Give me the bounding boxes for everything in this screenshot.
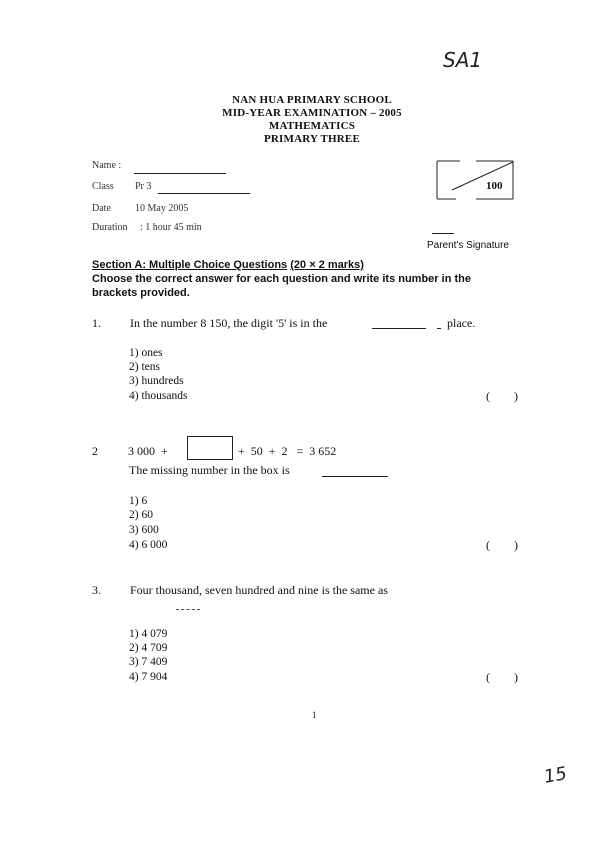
question-3-text: Four thousand, seven hundred and nine is the same as (130, 583, 388, 597)
question-2-equation-b: + 50 + 2 = 3 652 (238, 444, 337, 458)
q3-option-2: 2) 4 709 (129, 642, 168, 654)
question-1-blank (372, 328, 426, 329)
section-instruction-1: Choose the correct answer for each question and write its number in the (92, 273, 471, 285)
question-3-blank (176, 609, 200, 610)
question-1-text: In the number 8 150, the digit '5' is in the (130, 316, 328, 330)
q2-option-4: 4) 6 000 (129, 539, 168, 551)
section-title-text: Section A: Multiple Choice Questions (92, 259, 288, 271)
question-3-number: 3. (92, 583, 101, 597)
duration-value: : 1 hour 45 min (140, 222, 202, 233)
question-2-blank (322, 476, 388, 477)
date-value: 10 May 2005 (135, 203, 189, 214)
question-1-text-after: place. (447, 316, 476, 330)
q3-option-3: 3) 7 409 (129, 656, 168, 668)
page-number: 1 (312, 710, 317, 720)
name-label: Name : (92, 160, 122, 171)
name-field (134, 173, 226, 174)
tally-mark: 15 (542, 763, 569, 788)
class-value: Pr 3 (135, 181, 152, 192)
question-1-number: 1. (92, 316, 101, 330)
question-2-box (187, 436, 233, 460)
question-2-text: The missing number in the box is (129, 463, 290, 477)
q2-option-2: 2) 60 (129, 509, 153, 521)
exam-title: MID-YEAR EXAMINATION – 2005 (222, 107, 402, 119)
question-1-blank-tail (437, 328, 441, 329)
section-instruction-2: brackets provided. (92, 287, 190, 299)
school-name: NAN HUA PRIMARY SCHOOL (232, 94, 392, 106)
date-label: Date (92, 203, 111, 214)
q1-option-3: 3) hundreds (129, 375, 184, 387)
q1-answer-bracket: ( ) (486, 389, 518, 403)
class-field (158, 193, 250, 194)
q1-option-2: 2) tens (129, 361, 160, 373)
parents-signature-label: Parent's Signature (427, 240, 509, 251)
q1-option-4: 4) thousands (129, 390, 188, 402)
q2-option-1: 1) 6 (129, 495, 148, 507)
corner-mark: SA1 (443, 48, 483, 72)
score-total: 100 (486, 180, 503, 192)
subject-title: MATHEMATICS (268, 120, 356, 132)
question-2-equation-a: 3 000 + (128, 444, 168, 458)
question-2-number: 2 (92, 444, 98, 458)
class-label: Class (92, 181, 114, 192)
duration-label: Duration (92, 222, 128, 233)
q2-answer-bracket: ( ) (486, 538, 518, 552)
q3-option-4: 4) 7 904 (129, 671, 168, 683)
q2-option-3: 3) 600 (129, 524, 159, 536)
signature-line (432, 233, 454, 234)
q3-answer-bracket: ( ) (486, 670, 518, 684)
q1-option-1: 1) ones (129, 347, 163, 359)
section-title (92, 259, 364, 271)
level-title: PRIMARY THREE (263, 133, 361, 145)
section-marks: (20 × 2 marks) (290, 259, 364, 271)
q3-option-1: 1) 4 079 (129, 628, 168, 640)
